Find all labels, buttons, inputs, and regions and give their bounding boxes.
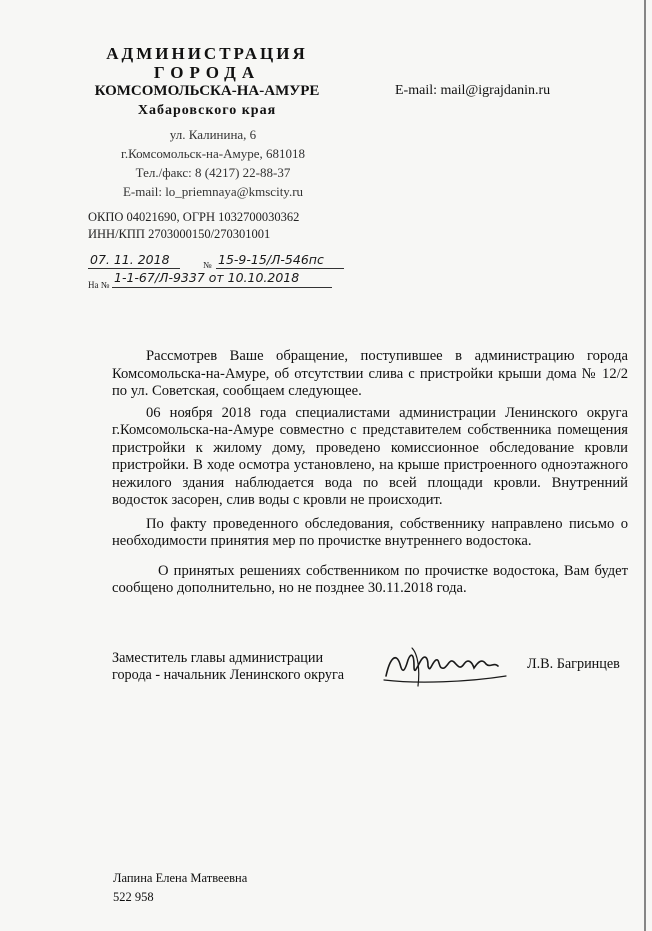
okpo-ogrn: ОКПО 04021690, ОГРН 1032700030362 [88, 210, 300, 224]
position-line-1: Заместитель главы администрации [112, 650, 324, 666]
org-region: Хабаровского края [137, 103, 277, 118]
letterhead [72, 44, 342, 120]
phone-fax: Тел./факс: 8 (4217) 22-88-37 [135, 165, 291, 180]
letterhead-email: E-mail: lo_priemnaya@kmscity.ru [122, 184, 304, 199]
reference-number: 1-1-67/Л-9337 от 10.10.2018 [114, 270, 300, 285]
number-prefix: № [203, 260, 212, 270]
scan-edge-line [644, 0, 646, 931]
position-line-2: города - начальник Ленинского округа [112, 667, 345, 683]
inn-kpp: ИНН/КПП 2703000150/270301001 [88, 227, 271, 241]
org-name-line1: АДМИНИСТРАЦИЯ [106, 44, 308, 63]
body-paragraph-1: Рассмотрев Ваше обращение, поступившее в администрацию города Комсомольска-на-Амуре, об отсутствии слива с пристройки крыши дома № 12/2 по ул. Советская, сообщаем следующее. [112, 348, 628, 399]
outgoing-date: 07. 11. 2018 [90, 252, 170, 267]
body-paragraph-4: О принятых решениях собственником по прочистке водостока, Вам будет сообщено дополнительно, но не позднее 30.11.2018 года. [112, 562, 628, 596]
org-name-line2: ГОРОДА [153, 63, 261, 82]
letterhead-contacts [78, 125, 348, 201]
letter-body [112, 348, 628, 602]
executor-phone: 522 958 [113, 890, 154, 904]
address-street: ул. Калинина, 6 [169, 127, 257, 142]
executor-info [113, 869, 247, 907]
number-underline [216, 268, 344, 269]
recipient-email: E-mail: mail@igrajdanin.ru [395, 83, 551, 98]
registration-ids [88, 209, 299, 243]
executor-name: Лапина Елена Матвеевна [113, 871, 248, 885]
address-city: г.Комсомольск-на-Амуре, 681018 [121, 146, 305, 161]
date-underline [88, 268, 180, 269]
org-name-line3: КОМСОМОЛЬСКА-НА-АМУРЕ [94, 83, 320, 99]
signatory-position [112, 650, 344, 684]
outgoing-number: 15-9-15/Л-546пс [218, 252, 324, 267]
reference-prefix: На № [88, 280, 110, 290]
signatory-name: Л.В. Багринцев [527, 656, 620, 672]
body-paragraph-2: 06 ноября 2018 года специалистами администрации Ленинского округа г.Комсомольска-на-Амуре совместно с представителем собственника помещения пристройки к жилому дому, проведено комиссионное обследование кровли пристройки. В ходе осмотра установлено, на крыше пристроенного одноэтажного нежилого здания наблюдается вода по всей площади кровли. Внутренний водосток засорен, слив воды с кровли не происходит. [112, 404, 628, 508]
body-paragraph-3: По факту проведенного обследования, собственнику направлено письмо о необходимости принятия мер по прочистке внутреннего водостока. [112, 515, 628, 549]
handwritten-signature [378, 640, 518, 690]
reference-underline [112, 287, 332, 288]
